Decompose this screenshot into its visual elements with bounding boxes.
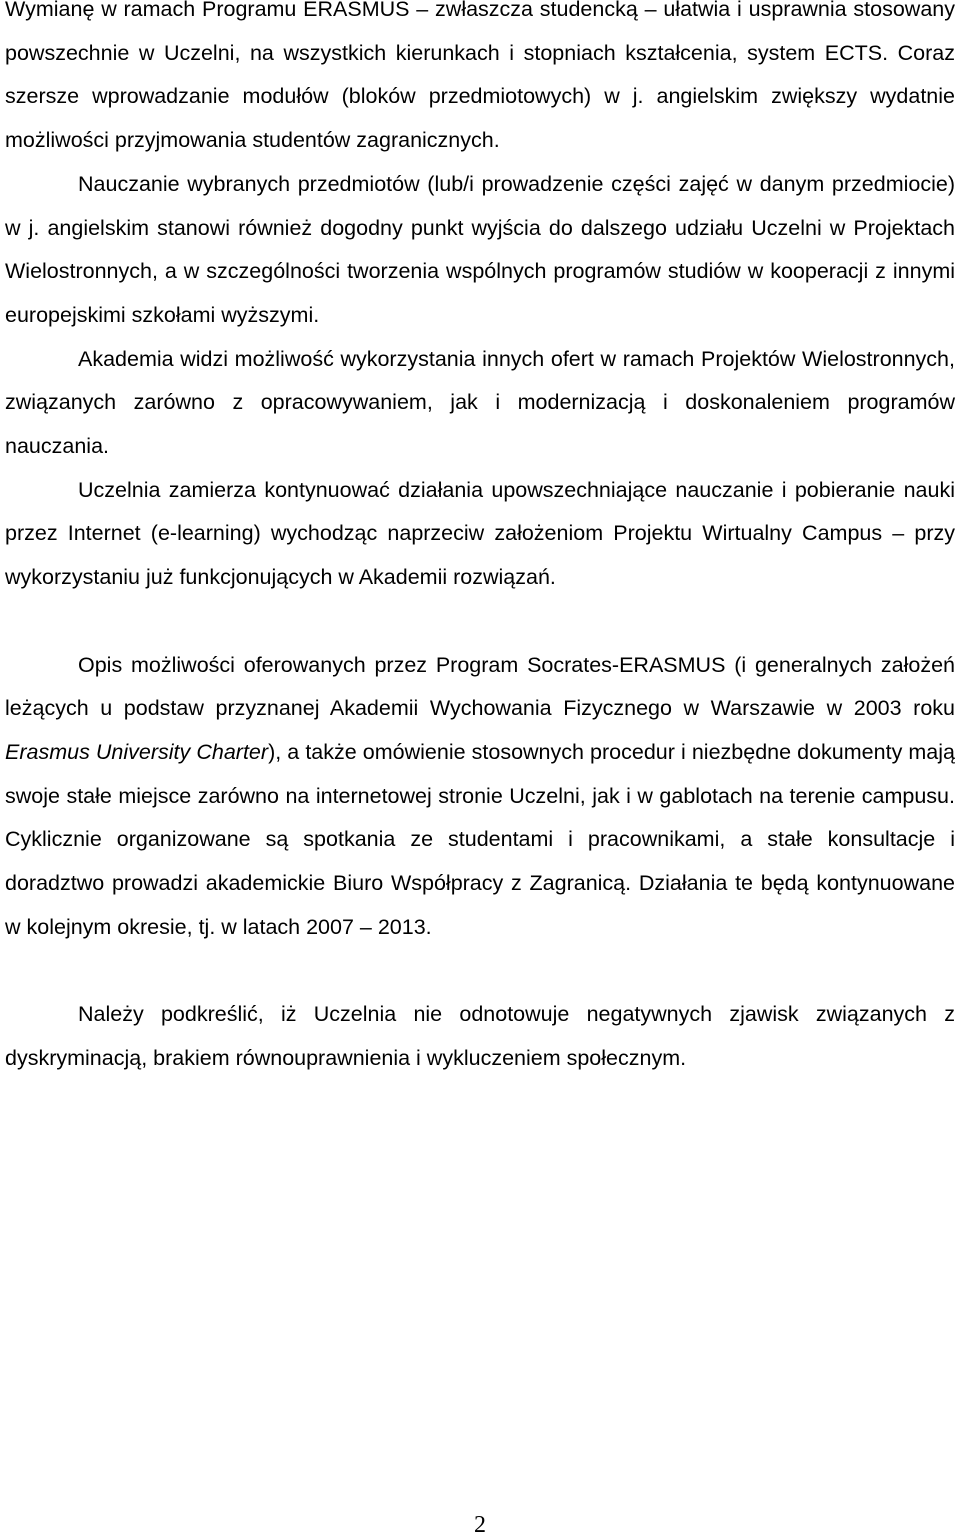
paragraph-no-discrimination: Należy podkreślić, iż Uczelnia nie odnotowuje negatywnych zjawisk związanych z dyskryminacją, brakiem równouprawnienia i wykluczeniem społecznym.	[5, 1002, 955, 1070]
erasmus-text-after: ), a także omówienie stosownych procedur i niezbędne dokumenty mają swoje stałe miejsce zarówno na internetowej stronie Uczelni, jak i w gablotach na terenie campusu. Cyklicznie organizowane są spotkania ze studentami i pracownikami, a stałe konsultacje i doradztwo prowadzi akademickie Biuro Współpracy z Zagranicą. Działania te będą kontynuowane w kolejnym okresie, tj. w latach 2007 – 2013.	[5, 739, 955, 939]
page-number: 2	[474, 1512, 486, 1538]
paragraph-spacer	[5, 949, 955, 993]
continued-paragraph: Wymianę w ramach Programu ERASMUS – zwłaszcza studencką – ułatwia i usprawnia stosowany powszechnie w Uczelni, na wszystkich kierunkach i stopniach kształcenia, system ECTS. Coraz szersze wprowadzanie modułów (bloków przedmiotowych) w j. angielskim zwiększy wydatnie możliwości przyjmowania studentów zagranicznych.	[5, 0, 955, 153]
paragraph-erasmus-information	[5, 644, 955, 950]
erasmus-text-before: Opis możliwości oferowanych przez Program Socrates-ERASMUS (i generalnych założeń leżących u podstaw przyznanej Akademii Wychowania Fizycznego w Warszawie w 2003 roku	[5, 652, 955, 721]
paragraph-multilateral-projects: Akademia widzi możliwość wykorzystania innych ofert w ramach Projektów Wielostronnych, związanych zarówno z opracowywaniem, jak i modernizacją i doskonaleniem programów nauczania.	[5, 346, 955, 459]
paragraph-teaching-in-english: Nauczanie wybranych przedmiotów (lub/i prowadzenie części zajęć w danym przedmiocie) w j. angielskim stanowi również dogodny punkt wyjścia do dalszego udziału Uczelni w Projektach Wielostronnych, a w szczególności tworzenia wspólnych programów studiów w kooperacji z innymi europejskimi szkołami wyższymi.	[5, 171, 955, 327]
paragraph-spacer	[5, 600, 955, 644]
body-text	[5, 0, 955, 1081]
erasmus-charter-title: Erasmus University Charter	[5, 739, 269, 764]
paragraph-e-learning: Uczelnia zamierza kontynuować działania upowszechniające nauczanie i pobieranie nauki przez Internet (e-learning) wychodząc naprzeciw założeniom Projektu Wirtualny Campus – przy wykorzystaniu już funkcjonujących w Akademii rozwiązań.	[5, 477, 955, 590]
